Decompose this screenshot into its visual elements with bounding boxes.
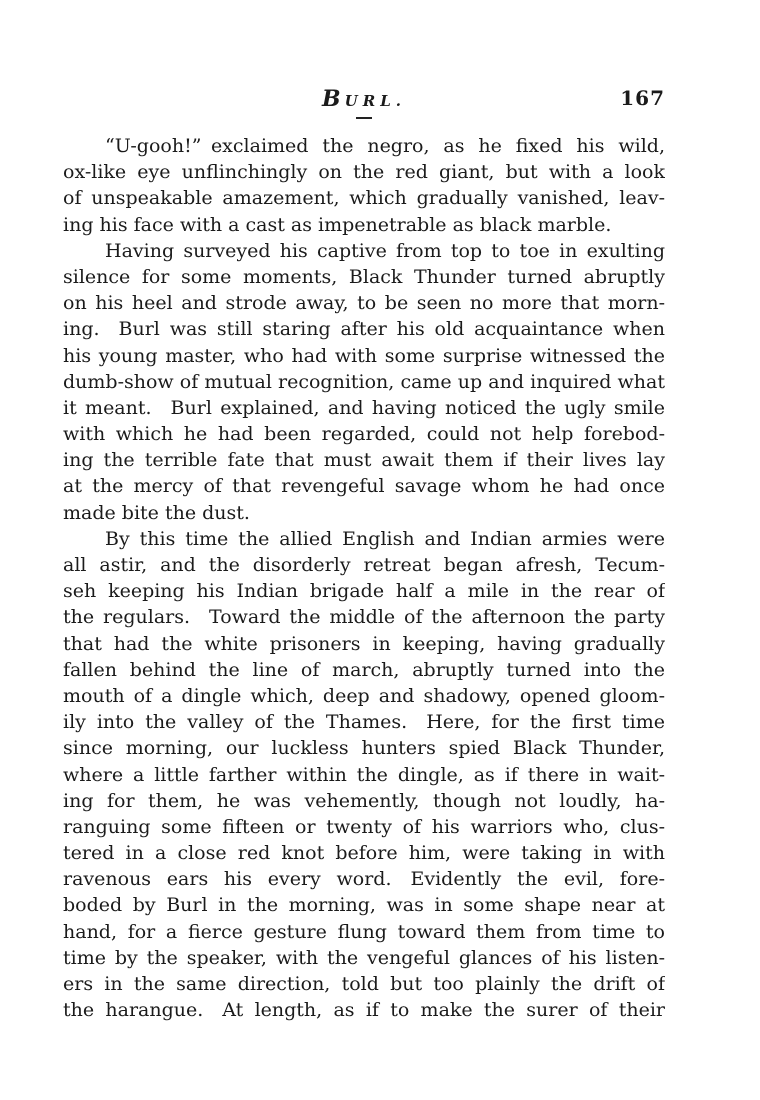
text-line: with which he had been regarded, could not help forebod- bbox=[63, 423, 665, 446]
text-line: ranguing some fifteen or twenty of his warriors who, clus- bbox=[63, 815, 665, 838]
text-block bbox=[63, 133, 665, 1023]
text-line: ing his face with a cast as impenetrable as black marble. bbox=[63, 213, 612, 236]
text-line: at the mercy of that revengeful savage whom he had once bbox=[63, 475, 665, 498]
text-line: ox-like eye unflinchingly on the red giant, but with a look bbox=[63, 161, 665, 184]
text-line: the harangue. At length, as if to make the surer of their bbox=[63, 999, 665, 1022]
text-line: By this time the allied English and Indian armies were bbox=[105, 527, 665, 550]
text-line: seh keeping his Indian brigade half a mile in the rear of bbox=[63, 580, 665, 603]
text-line: fallen behind the line of march, abruptly turned into the bbox=[63, 658, 665, 681]
text-line: “U-gooh!” exclaimed the negro, as he fixed his wild, bbox=[105, 135, 665, 157]
text-line: hand, for a fierce gesture flung toward them from time to bbox=[63, 920, 665, 943]
text-line: boded by Burl in the morning, was in some shape near at bbox=[63, 894, 665, 917]
text-line: ers in the same direction, told but too plainly the drift of bbox=[63, 973, 665, 995]
running-title-initial: B bbox=[322, 86, 345, 112]
text-line: all astir, and the disorderly retreat began afresh, Tecum- bbox=[63, 554, 665, 576]
text-line: the regulars. Toward the middle of the afternoon the party bbox=[63, 606, 665, 629]
text-line: time by the speaker, with the vengeful glances of his listen- bbox=[63, 946, 665, 969]
text-line: since morning, our luckless hunters spied Black Thunder, bbox=[63, 737, 665, 760]
text-line: that had the white prisoners in keeping, having gradually bbox=[63, 632, 665, 655]
text-line: mouth of a dingle which, deep and shadowy, opened gloom- bbox=[63, 684, 665, 707]
page-number: 167 bbox=[620, 86, 665, 110]
running-title-rest: URL. bbox=[344, 92, 406, 110]
text-line: ravenous ears his every word. Evidently the evil, fore- bbox=[63, 868, 665, 891]
text-line: his young master, who had with some surprise witnessed the bbox=[63, 344, 665, 367]
paragraph-2 bbox=[63, 238, 665, 526]
text-line: ing. Burl was still staring after his old acquaintance when bbox=[63, 318, 665, 341]
text-line: ily into the valley of the Thames. Here, for the first time bbox=[63, 711, 665, 734]
paragraph-1 bbox=[63, 133, 665, 238]
header-rule bbox=[356, 117, 372, 119]
text-line: of unspeakable amazement, which gradually vanished, leav- bbox=[63, 187, 665, 210]
text-line: on his heel and strode away, to be seen no more that morn- bbox=[63, 292, 665, 315]
text-line: Having surveyed his captive from top to toe in exulting bbox=[105, 239, 665, 262]
paragraph-3 bbox=[63, 526, 665, 1024]
running-head bbox=[63, 86, 665, 120]
text-line: dumb-show of mutual recognition, came up and inquired what bbox=[63, 370, 665, 393]
text-line: ing the terrible fate that must await them if their lives lay bbox=[63, 449, 665, 472]
text-line: where a little farther within the dingle, as if there in wait- bbox=[63, 763, 665, 786]
text-line: silence for some moments, Black Thunder turned abruptly bbox=[63, 265, 665, 288]
text-line: ing for them, he was vehemently, though not loudly, ha- bbox=[63, 789, 665, 812]
text-line: made bite the dust. bbox=[63, 501, 250, 524]
text-line: tered in a close red knot before him, were taking in with bbox=[63, 842, 665, 865]
running-title bbox=[63, 86, 665, 112]
page-content bbox=[63, 86, 665, 1023]
text-line: it meant. Burl explained, and having noticed the ugly smile bbox=[63, 396, 665, 419]
